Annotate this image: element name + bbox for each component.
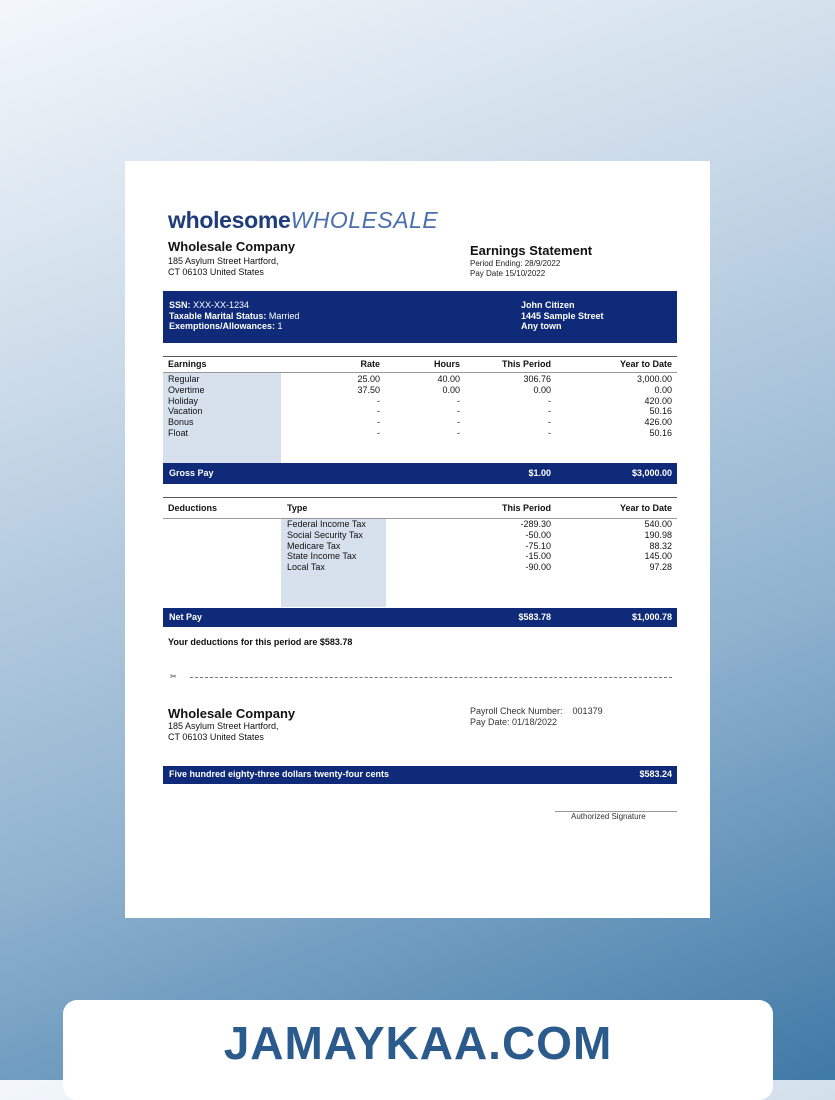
hours-header: Hours [433, 359, 460, 369]
deductions-top-rule [163, 497, 677, 498]
gross-pay-label: Gross Pay [169, 468, 214, 478]
net-pay-this-period: $583.78 [518, 612, 551, 622]
earnings-statement-page [125, 161, 710, 918]
net-pay-label: Net Pay [169, 612, 203, 622]
employee-tax-info: SSN: XXX-XX-1234 Taxable Marital Status: Married Exemptions/Allowances: 1 [169, 300, 300, 331]
employee-info-band [163, 291, 677, 343]
statement-dates: Period Ending: 28/9/2022 Pay Date 15/10/2022 [470, 259, 561, 278]
net-pay-bar [163, 608, 677, 627]
deduction-type: Medicare Tax [287, 540, 341, 551]
earning-label: Bonus [168, 417, 194, 428]
type-header: Type [287, 503, 308, 513]
gross-pay-bar [163, 463, 677, 484]
check-details: Payroll Check Number: 001379 Pay Date: 01/18/2022 [470, 706, 603, 727]
gross-pay-this-period: $1.00 [528, 468, 551, 478]
deductions-note: Your deductions for this period are $583.78 [168, 637, 353, 647]
ytd-header: Year to Date [619, 359, 672, 369]
check-amount-bar [163, 766, 677, 784]
deduction-type: State Income Tax [287, 551, 357, 562]
deduction-type: Social Security Tax [287, 529, 363, 540]
deduction-type: Federal Income Tax [287, 519, 366, 529]
cut-line [190, 677, 672, 678]
deduction-type: Local Tax [287, 562, 325, 573]
earning-label: Holiday [168, 395, 199, 406]
statement-title: Earnings Statement [470, 243, 593, 258]
earning-label: Vacation [168, 406, 203, 417]
earning-label: Float [168, 427, 189, 438]
this-period-header: This Period [501, 359, 551, 369]
company-logo: wholesomeWHOLESALE [168, 207, 439, 233]
earnings-labels [168, 374, 205, 439]
watermark-text: JAMAYKAA.COM [223, 1017, 613, 1069]
net-pay-ytd: $1,000.78 [631, 612, 672, 622]
deductions-this-period: -289.30 -50.00 -75.10 -15.00 -90.00 [520, 519, 551, 573]
company-address: 185 Asylum Street Hartford, CT 06103 United States [168, 256, 279, 277]
check-company-name: Wholesale Company [168, 706, 296, 721]
employee-address: John Citizen 1445 Sample Street Any town [521, 300, 604, 331]
gross-pay-ytd: $3,000.00 [631, 468, 672, 478]
check-number: 001379 [572, 706, 603, 716]
company-name: Wholesale Company [168, 239, 296, 254]
rate-header: Rate [360, 359, 380, 369]
signature-label: Authorized Signature [571, 812, 646, 821]
earnings-header: Earnings [168, 359, 207, 369]
ded-this-period-header: This Period [501, 503, 551, 513]
earning-label: Overtime [168, 384, 205, 395]
scissors-icon: ✂ [170, 672, 177, 681]
earnings-hours: 40.00 0.00 - - - - [437, 374, 460, 438]
amount-in-words: Five hundred eighty-three dollars twenty-four cents [169, 769, 390, 779]
earnings-top-rule [163, 356, 677, 357]
watermark-banner [63, 1000, 773, 1100]
earnings-ytd: 3,000.00 0.00 420.00 50.16 426.00 50.16 [636, 374, 672, 438]
check-amount: $583.24 [639, 769, 672, 779]
ded-ytd-header: Year to Date [619, 503, 672, 513]
deduction-types [287, 519, 366, 573]
check-company-address: 185 Asylum Street Hartford, CT 06103 United States [168, 721, 279, 742]
deductions-ytd: 540.00 190.98 88.32 145.00 97.28 [644, 519, 672, 573]
earnings-rates: 25.00 37.50 - - - - [357, 374, 380, 438]
deductions-header: Deductions [168, 503, 218, 513]
earning-label: Regular [168, 374, 200, 384]
earnings-this-period: 306.76 0.00 - - - - [523, 374, 551, 438]
